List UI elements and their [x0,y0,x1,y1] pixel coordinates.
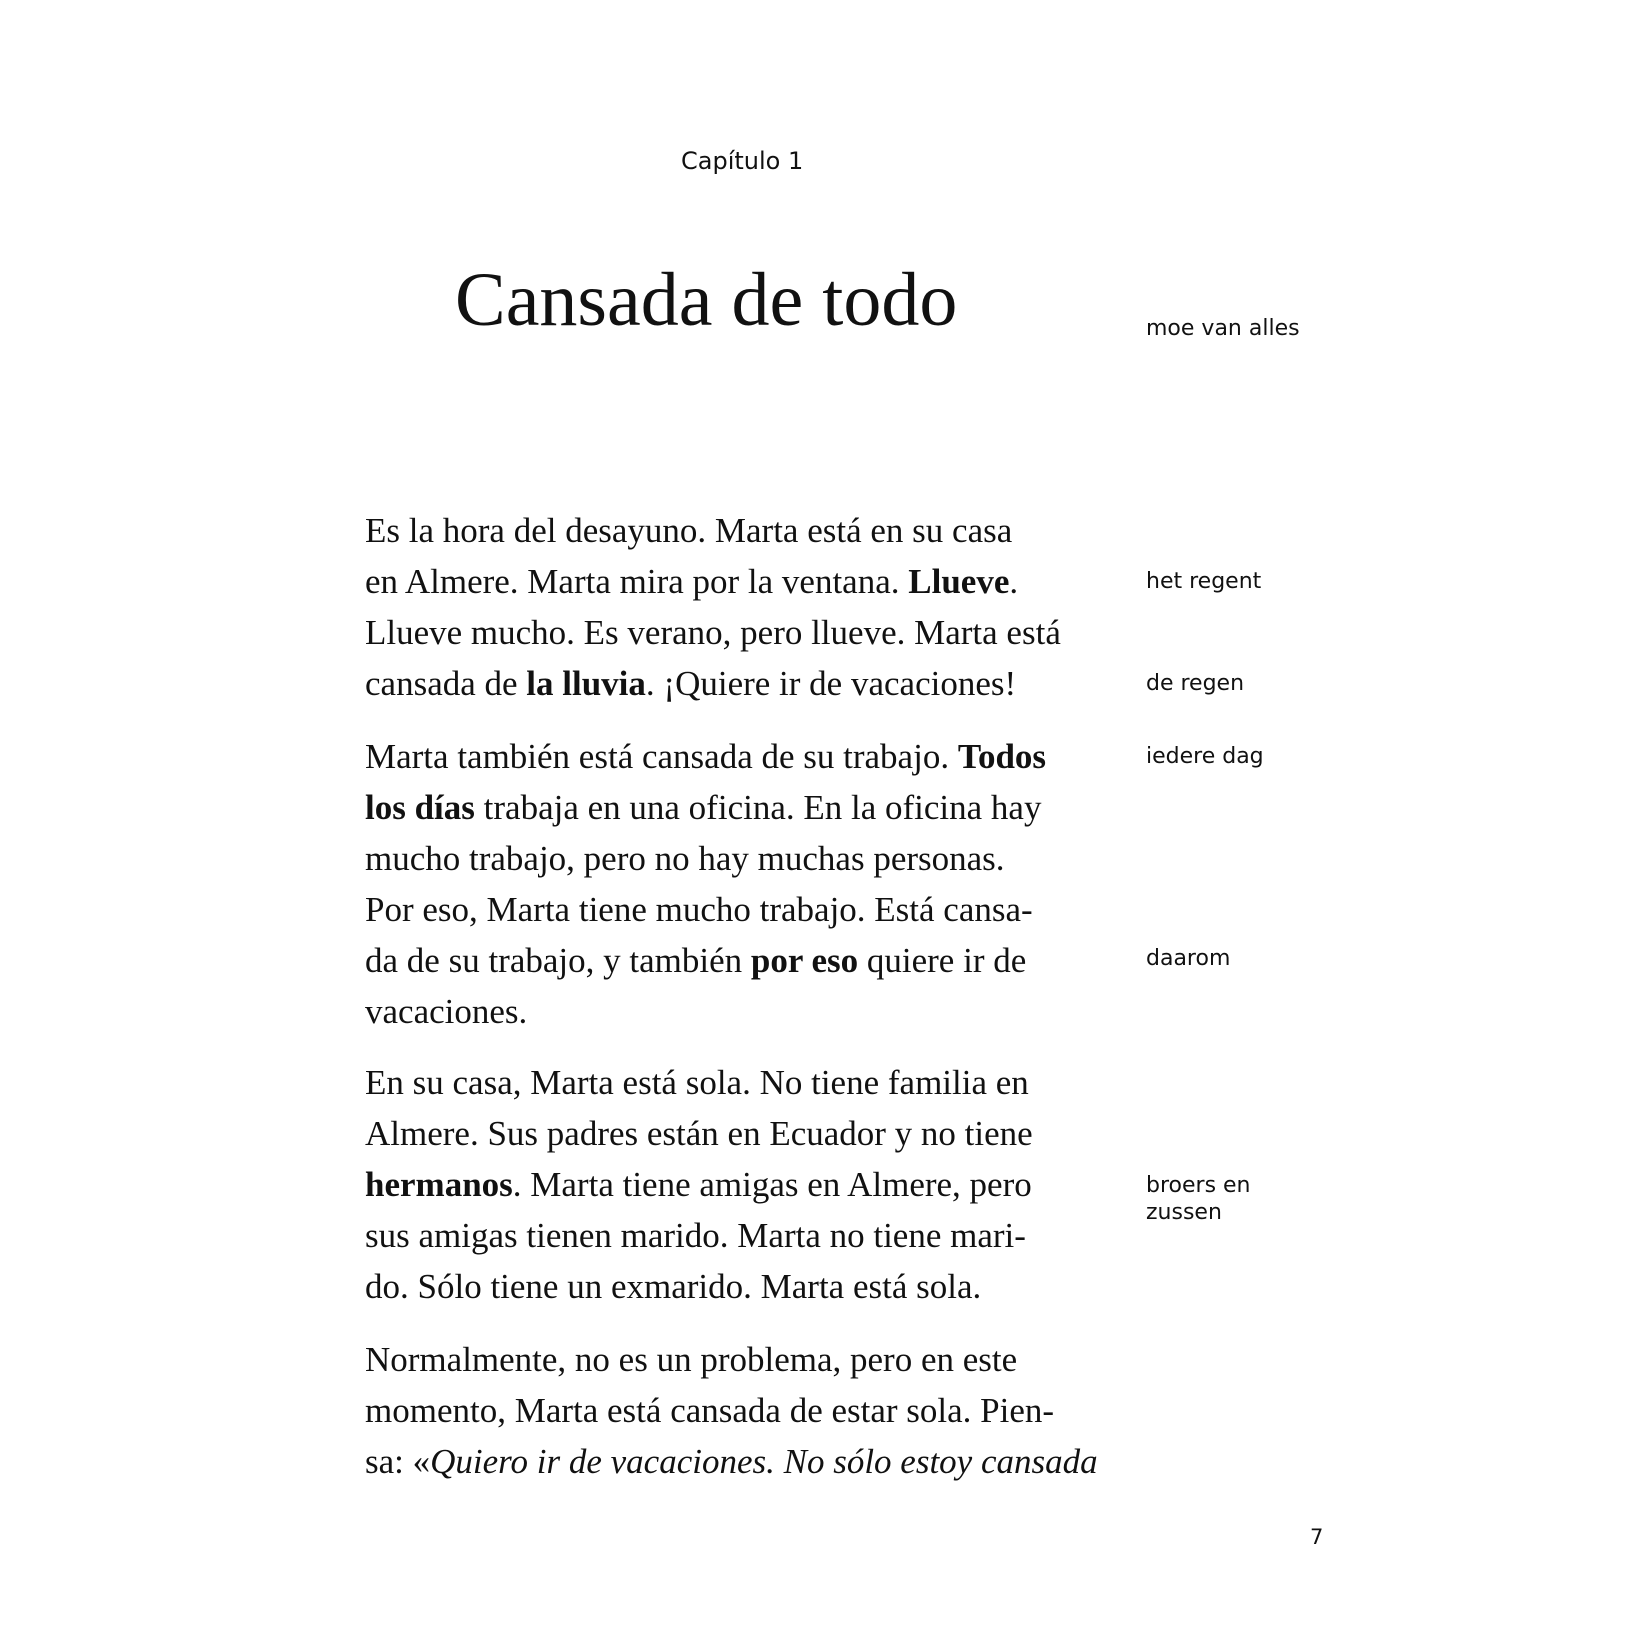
text-line: Marta también está cansada de su trabajo. Todos [365,737,1047,776]
text-line: mucho trabajo, pero no hay muchas personas. [365,839,1005,878]
text-line: Llueve mucho. Es verano, pero llueve. Marta está [365,613,1061,652]
text-line: los días trabaja en una oficina. En la oficina hay [365,788,1042,827]
text-line: momento, Marta está cansada de estar sola. Pien- [365,1391,1055,1430]
gloss-iedere-dag: iedere dag [1146,744,1264,769]
glossed-term: Todos [957,737,1047,776]
text-line: Almere. Sus padres están en Ecuador y no tiene [365,1114,1033,1153]
text-line: Normalmente, no es un problema, pero en este [365,1340,1018,1379]
italic-thought: Quiero ir de vacaciones. No sólo estoy cansada [430,1442,1098,1481]
gloss-daarom: daarom [1146,946,1231,971]
chapter-title: Cansada de todo [455,258,958,342]
gloss-de-regen: de regen [1146,671,1245,696]
text-line: vacaciones. [365,992,528,1031]
text-line: sus amigas tienen marido. Marta no tiene mari- [365,1216,1026,1255]
text-line: Es la hora del desayuno. Marta está en su casa [365,511,1013,550]
gloss-het-regent: het regent [1146,569,1262,594]
glossed-term: hermanos [365,1165,513,1204]
paragraph-4 [365,1334,1115,1487]
text-line: Por eso, Marta tiene mucho trabajo. Está cansa- [365,890,1033,929]
page-number: 7 [1310,1525,1324,1549]
text-line: do. Sólo tiene un exmarido. Marta está sola. [365,1267,982,1306]
title-gloss: moe van alles [1146,316,1300,341]
text-line: da de su trabajo, y también por eso quiere ir de [365,941,1027,980]
glossed-term: los días [365,788,475,827]
paragraph-1 [365,505,1115,709]
glossed-term: Llueve [908,562,1010,601]
text-line: en Almere. Marta mira por la ventana. Llueve. [365,562,1019,601]
text-line: cansada de la lluvia. ¡Quiere ir de vacaciones! [365,664,1017,703]
text-line: hermanos. Marta tiene amigas en Almere, pero [365,1165,1032,1204]
gloss-zussen: zussen [1146,1200,1222,1225]
chapter-label: Capítulo 1 [681,147,804,175]
paragraph-2 [365,731,1115,1037]
glossed-term: la lluvia [526,664,646,703]
paragraph-3 [365,1057,1115,1312]
gloss-broers-en: broers en [1146,1173,1251,1198]
text-line: sa: «Quiero ir de vacaciones. No sólo estoy cansada [365,1442,1098,1481]
glossed-term: por eso [750,941,859,980]
text-line: En su casa, Marta está sola. No tiene familia en [365,1063,1029,1102]
